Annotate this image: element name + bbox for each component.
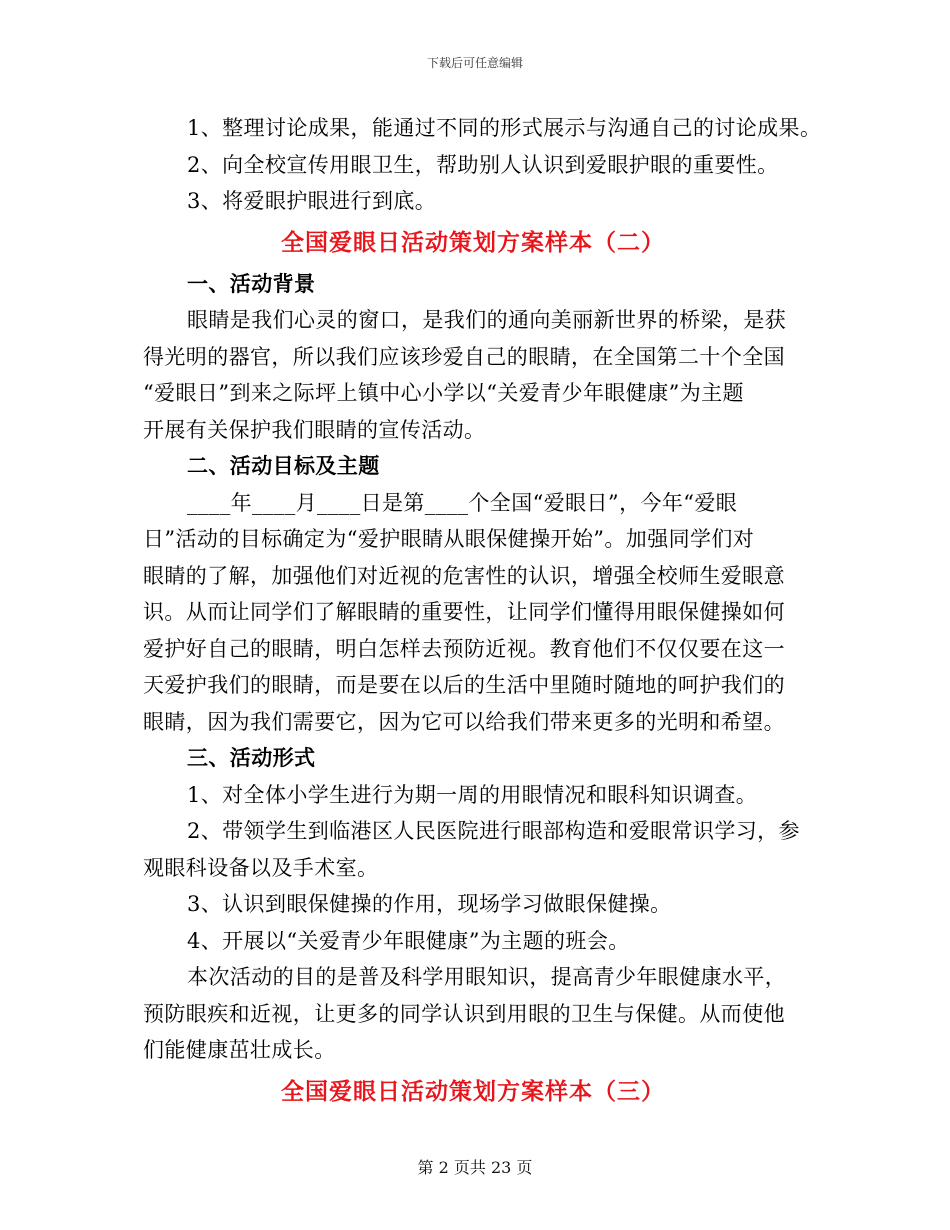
paragraph-line: 爱护好自己的眼睛，明白怎样去预防近视。教育他们不仅仅要在这一 [143, 636, 785, 661]
paragraph-line: 得光明的器官，所以我们应该珍爱自己的眼睛，在全国第二十个全国 [143, 344, 785, 369]
intro-list-item: 3、将爱眼护眼进行到底。 [187, 189, 437, 213]
paragraph-line: 眼睛是我们心灵的窗口，是我们的通向美丽新世界的桥梁，是获 [187, 308, 787, 332]
paragraph-line: “爱眼日”到来之际坪上镇中心小学以“关爱青少年眼健康”为主题 [143, 381, 744, 405]
form-list-item-continued: 观眼科设备以及手术室。 [143, 855, 379, 880]
paragraph-line: 天爱护我们的眼睛，而是要在以后的生活中里随时随地的呵护我们的 [143, 673, 785, 697]
paragraph-line: 预防眼疾和近视，让更多的同学认识到用眼的卫生与保健。从而使他 [143, 1001, 785, 1026]
page-footer: 第 2 页共 23 页 [417, 1158, 533, 1177]
form-list-item: 1、对全体小学生进行为期一周的用眼情况和眼科知识调查。 [187, 782, 758, 807]
form-list-item: 3、认识到眼保健操的作用，现场学习做眼保健操。 [187, 892, 672, 916]
paragraph-line: 开展有关保护我们眼睛的宣传活动。 [143, 417, 486, 442]
paragraph-line: 日”活动的目标确定为“爱护眼睛从眼保健操开始”。加强同学们对 [143, 527, 755, 551]
paragraph-line: 本次活动的目的是普及科学用眼知识，提高青少年眼健康水平， [187, 965, 787, 989]
paragraph-line: 眼睛的了解，加强他们对近视的危害性的认识，增强全校师生爱眼意 [143, 563, 785, 588]
paragraph-line: 识。从而让同学们了解眼睛的重要性，让同学们懂得用眼保健操如何 [143, 600, 785, 624]
paragraph-line: ____年____月____日是第____个全国“爱眼日”，今年“爱眼 [187, 490, 738, 515]
heading-form: 三、活动形式 [187, 746, 316, 770]
paragraph-line: 眼睛，因为我们需要它，因为它可以给我们带来更多的光明和希望。 [143, 709, 785, 734]
form-list-item: 2、带领学生到临港区人民医院进行眼部构造和爱眼常识学习，参 [187, 819, 800, 843]
header-note: 下载后可任意编辑 [426, 56, 523, 70]
form-list-item: 4、开展以“关爱青少年眼健康”为主题的班会。 [187, 928, 630, 953]
section-title-3: 全国爱眼日活动策划方案样本（三） [281, 1078, 665, 1105]
heading-background: 一、活动背景 [187, 271, 316, 296]
intro-list-item: 1、整理讨论成果，能通过不同的形式展示与沟通自己的讨论成果。 [187, 116, 822, 140]
heading-goal: 二、活动目标及主题 [187, 454, 380, 478]
document-body [143, 110, 822, 1115]
paragraph-line: 们能健康茁壮成长。 [143, 1038, 336, 1062]
section-title-2: 全国爱眼日活动策划方案样本（二） [281, 229, 665, 256]
intro-list-item: 2、向全校宣传用眼卫生，帮助别人认识到爱眼护眼的重要性。 [187, 152, 779, 177]
